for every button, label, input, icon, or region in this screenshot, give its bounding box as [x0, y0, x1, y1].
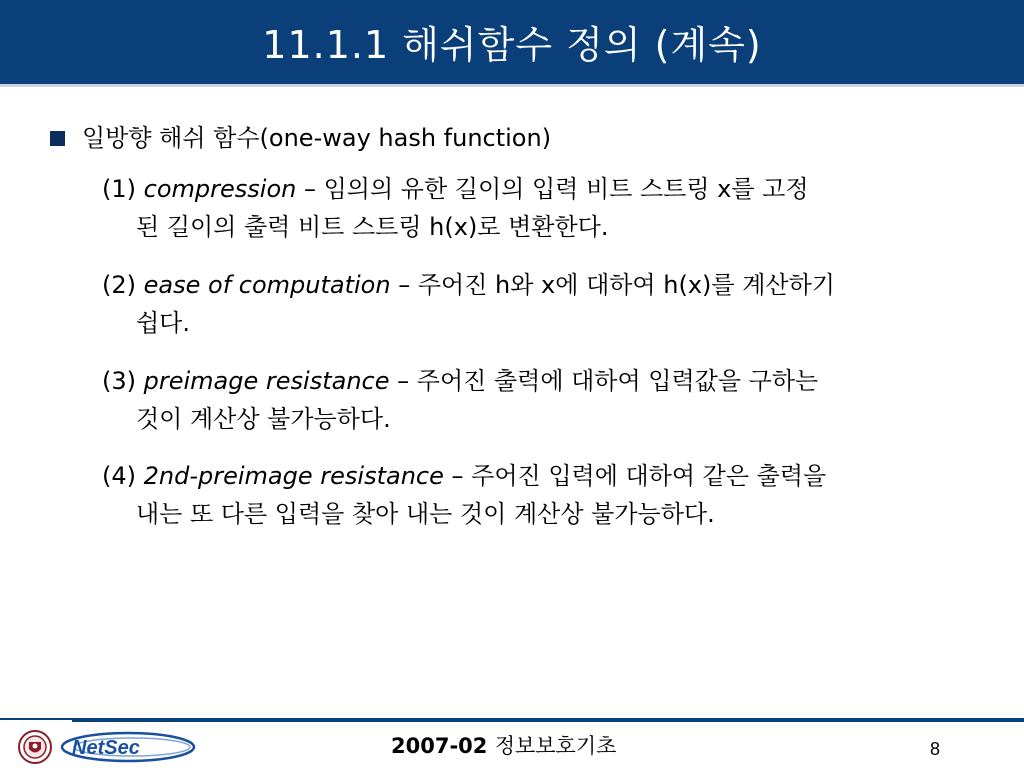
footer-rule — [72, 718, 1024, 722]
title-divider — [0, 84, 1024, 87]
item-text-continued: 것이 계산상 불가능하다. — [136, 405, 391, 433]
item-term: 2nd-preimage resistance — [143, 462, 444, 490]
list-item — [102, 266, 972, 342]
item-text-continued: 쉽다. — [136, 309, 190, 337]
footer-caption — [391, 733, 616, 759]
item-number: (1) — [102, 175, 136, 203]
item-text-continued: 내는 또 다른 입력을 찾아 내는 것이 계산상 불가능하다. — [136, 500, 715, 528]
item-number: (3) — [102, 367, 136, 395]
footer-year: 2007-02 — [391, 734, 488, 758]
item-text: 주어진 입력에 대하여 같은 출력을 — [471, 462, 827, 490]
square-bullet-icon — [50, 131, 65, 146]
item-term: ease of computation — [143, 271, 391, 299]
netsec-logo — [60, 730, 200, 764]
item-separator: – — [296, 175, 324, 203]
item-separator: – — [390, 271, 418, 299]
footer-course: 정보보호기초 — [494, 734, 617, 758]
title-bar — [0, 0, 1024, 84]
logo-text: NetSec — [72, 737, 140, 759]
item-text: 주어진 h와 x에 대하여 h(x)를 계산하기 — [417, 271, 835, 299]
item-text: 주어진 출력에 대하여 입력값을 구하는 — [416, 367, 819, 395]
item-term: preimage resistance — [143, 367, 390, 395]
item-term: compression — [143, 175, 297, 203]
footer-rule-left — [0, 718, 72, 720]
item-text: 임의의 유한 길이의 입력 비트 스트링 x를 고정 — [323, 175, 809, 203]
university-seal-icon — [18, 730, 52, 764]
list-item — [102, 362, 972, 438]
item-separator: – — [389, 367, 417, 395]
item-text-continued: 된 길이의 출력 비트 스트링 h(x)로 변환한다. — [136, 213, 609, 241]
section-heading: 일방향 해쉬 함수(one-way hash function) — [82, 124, 552, 152]
list-item — [102, 170, 972, 246]
item-number: (2) — [102, 271, 136, 299]
item-separator: – — [443, 462, 472, 490]
item-number: (4) — [102, 462, 136, 490]
slide-title: 11.1.1 해쉬함수 정의 (계속) — [262, 23, 762, 67]
page-number: 8 — [930, 739, 941, 759]
list-item — [102, 457, 972, 533]
